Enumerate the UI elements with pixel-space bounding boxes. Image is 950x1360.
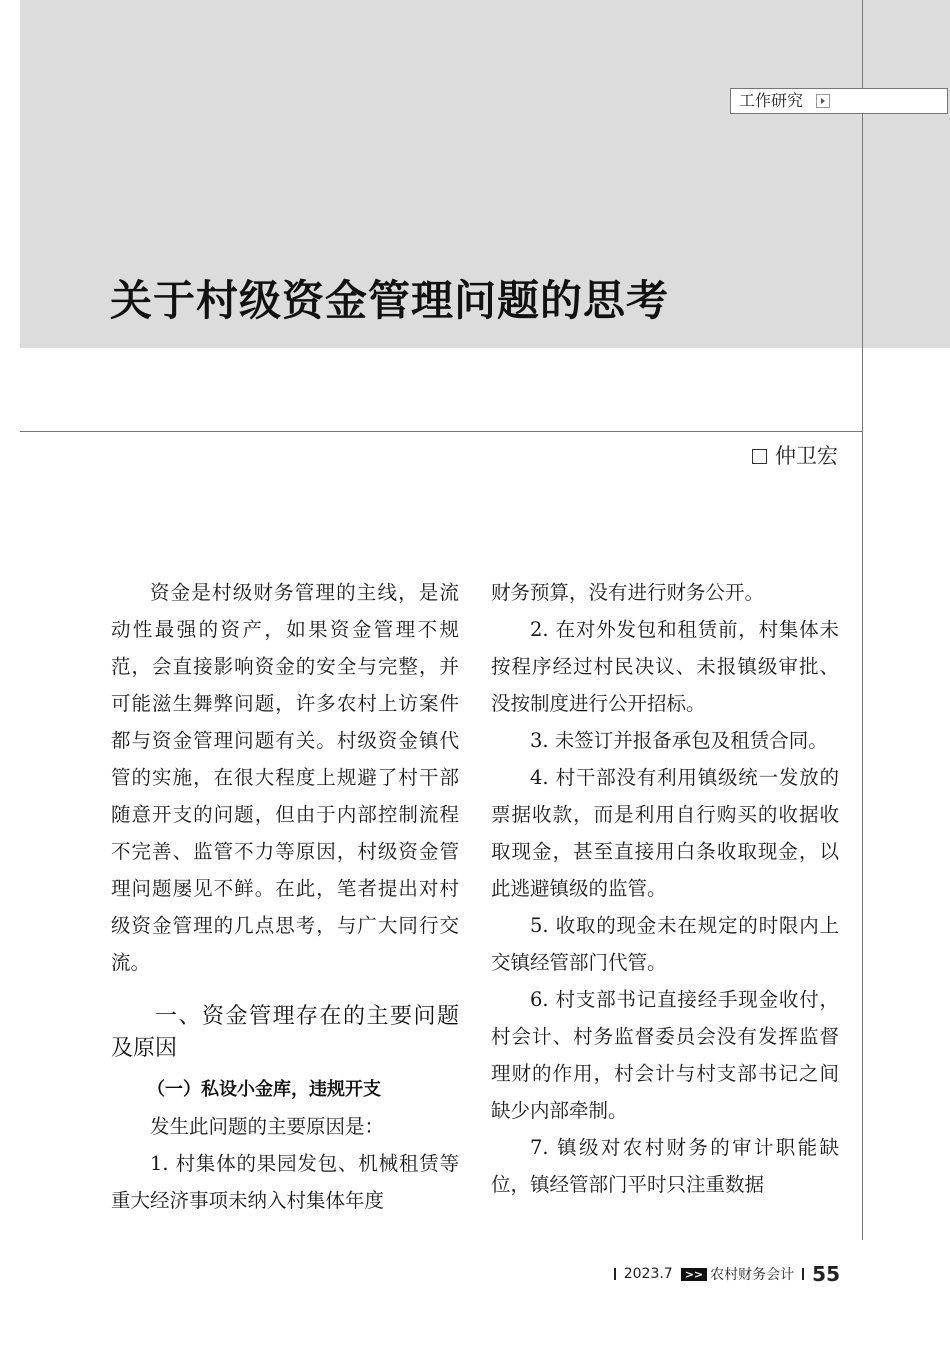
vertical-rule [862, 0, 863, 1240]
list-item-4: 4. 村干部没有利用镇级统一发放的票据收款，而是利用自行购买的收据收取现金，甚至直接用白条收取现金，以此逃避镇级的监管。 [491, 766, 839, 900]
intro-paragraph: 资金是村级财务管理的主线，是流动性最强的资产，如果资金管理不规范，会直接影响资金的安全与完整，并可能滋生舞弊问题，许多农村上访案件都与资金管理问题有关。村级资金镇代管的实施，在很大程度上规避了村干部随意开支的问题，但由于内部控制流程不完善、监管不力等原因，村级资金管理问题屡见不鲜。在此，笔者提出对村级资金管理的几点思考，与广大同行交流。 [111, 581, 459, 974]
author-line [752, 440, 838, 470]
subsection-heading-1: （一）私设小金库，违规开支 [147, 1079, 381, 1100]
author-name: 仲卫宏 [775, 444, 838, 468]
tag-arrow-icon [816, 94, 830, 108]
list-item-6: 6. 村支部书记直接经手现金收付，村会计、村务监督委员会没有发挥监督理财的作用，村会计与村支部书记之间缺少内部牵制。 [491, 988, 839, 1122]
list-item-5: 5. 收取的现金未在规定的时限内上交镇经管部门代管。 [491, 914, 839, 974]
section-heading-1: 一、资金管理存在的主要问题及原因 [111, 1004, 459, 1061]
section-tag-label: 工作研究 [739, 91, 804, 110]
list-item-3: 3. 未签订并报备承包及租赁合同。 [530, 729, 828, 752]
issue-number: 2023.7 [623, 1266, 673, 1282]
section-tag [730, 88, 948, 114]
list-item-1-continued: 财务预算，没有进行财务公开。 [491, 581, 765, 604]
journal-name: 农村财务会计 [710, 1267, 795, 1283]
right-column [491, 574, 839, 1203]
author-box-icon [752, 449, 767, 464]
horizontal-rule [20, 431, 863, 432]
footer-divider [614, 1268, 616, 1280]
left-column [111, 574, 459, 1219]
double-arrow-icon: >> [681, 1268, 707, 1281]
page-footer [606, 1262, 840, 1286]
list-item-1: 1. 村集体的果园发包、机械租赁等重大经济事项未纳入村集体年度 [111, 1152, 459, 1212]
reason-intro: 发生此问题的主要原因是： [150, 1115, 385, 1138]
article-title: 关于村级资金管理问题的思考 [110, 276, 670, 325]
page-number: 55 [812, 1262, 840, 1286]
list-item-2: 2. 在对外发包和租赁前，村集体未按程序经过村民决议、未报镇级审批、没按制度进行公开招标。 [491, 618, 839, 715]
list-item-7: 7. 镇级对农村财务的审计职能缺位，镇经管部门平时只注重数据 [491, 1136, 839, 1196]
footer-divider [802, 1268, 804, 1280]
